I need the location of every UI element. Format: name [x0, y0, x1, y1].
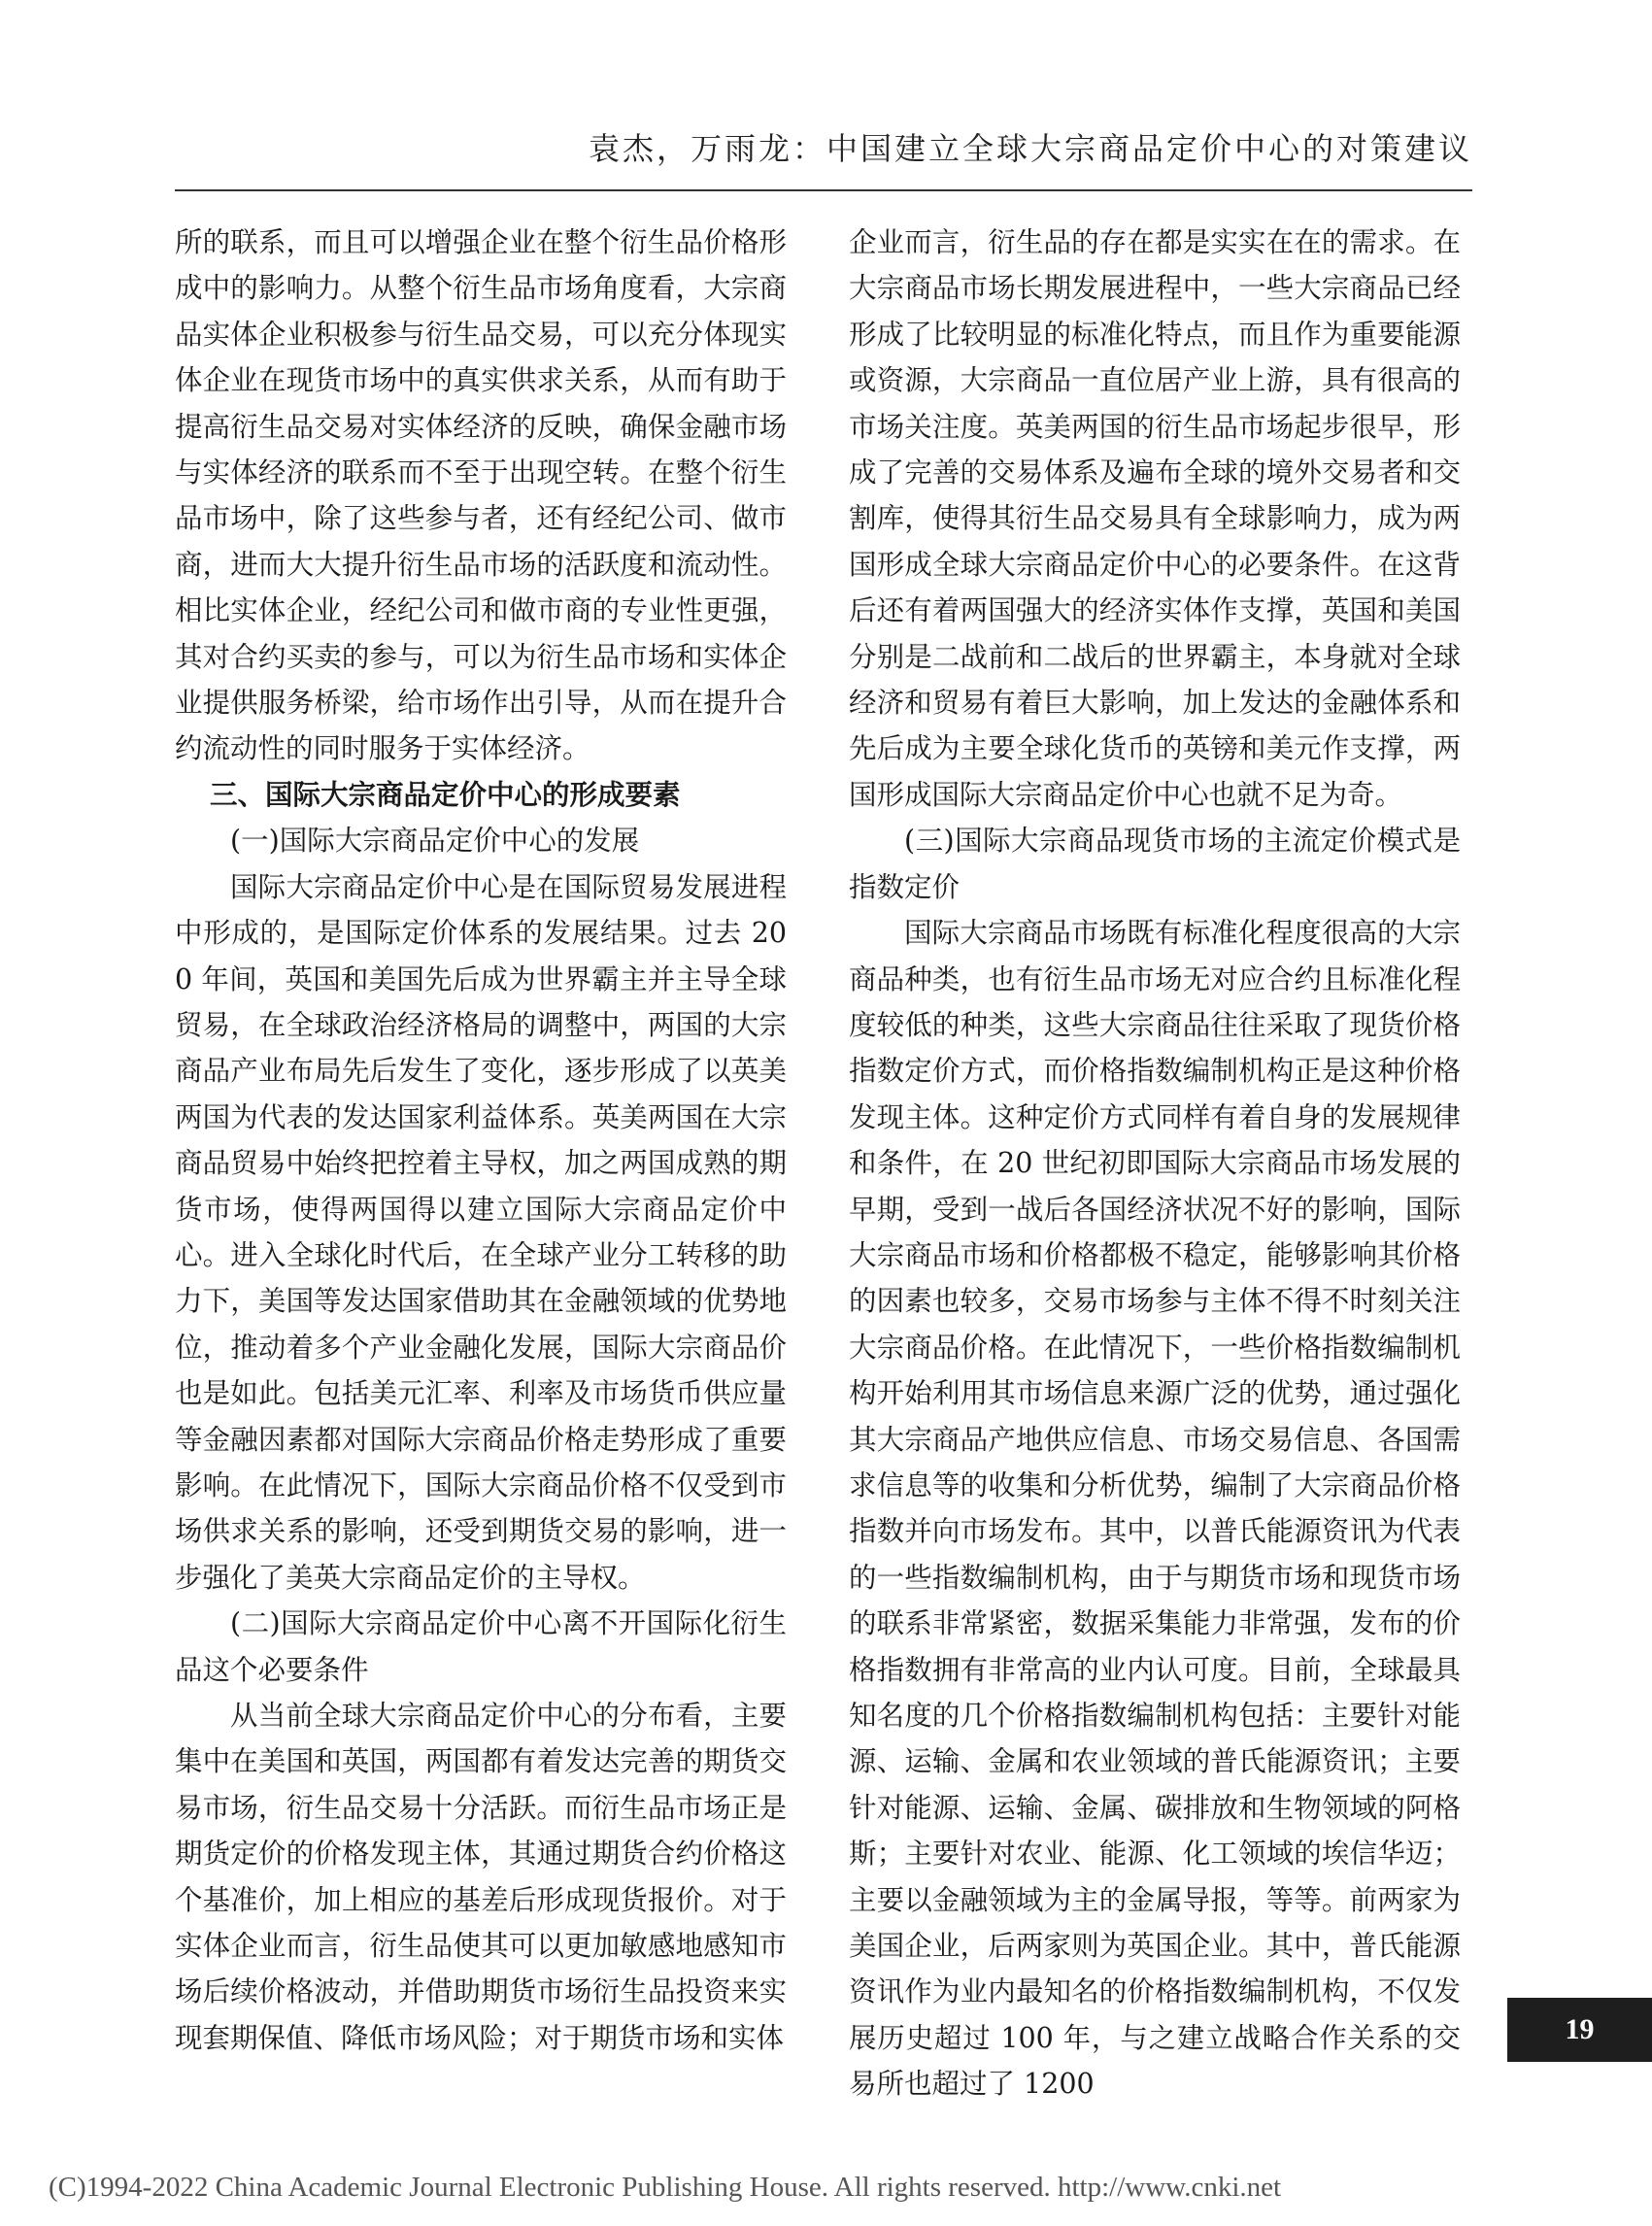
- paragraph: 企业而言，衍生品的存在都是实实在在的需求。在大宗商品市场长期发展进程中，一些大宗商品已经形成了比较明显的标准化特点，而且作为重要能源或资源，大宗商品一直位居产业上游，具有很高的市场关注度。英美两国的衍生品市场起步很早，形成了完善的交易体系及遍布全球的境外交易者和交割库，使得其衍生品交易具有全球影响力，成为两国形成全球大宗商品定价中心的必要条件。在这背后还有着两国强大的经济实体作支撑，英国和美国分别是二战前和二战后的世界霸主，本身就对全球经济和贸易有着巨大影响，加上发达的金融体系和先后成为主要全球化货币的英镑和美元作支撑，两国形成国际大宗商品定价中心也就不足为奇。: [849, 226, 1461, 811]
- paragraph: 从当前全球大宗商品定价中心的分布看，主要集中在美国和英国，两国都有着发达完善的期货交易市场，衍生品交易十分活跃。而衍生品市场正是期货定价的价格发现主体，其通过期货合约价格这个基准价，加上相应的基差后形成现货报价。对于实体企业而言，衍生品使其可以更加敏感地感知市场后续价格波动，并借助期货市场衍生品投资来实现套期保值、降低市场风险；对于期货市场和实体: [175, 1700, 787, 2054]
- paragraph: 国际大宗商品市场既有标准化程度很高的大宗商品种类，也有衍生品市场无对应合约且标准化程度较低的种类，这些大宗商品往往采取了现货价格指数定价方式，而价格指数编制机构正是这种价格发现主体。这种定价方式同样有着自身的发展规律和条件，在 20 世纪初即国际大宗商品市场发展的早期，受到一战后各国经济状况不好的影响，国际大宗商品市场和价格都极不稳定，能够影响其价格的因素也较多，交易市场参与主体不得不时刻关注大宗商品价格。在此情况下，一些价格指数编制机构开始利用其市场信息来源广泛的优势，通过强化其大宗商品产地供应信息、市场交易信息、各国需求信息等的收集和分析优势，编制了大宗商品价格指数并向市场发布。其中，以普氏能源资讯为代表的一些指数编制机构，由于与期货市场和现货市场的联系非常紧密，数据采集能力非常强，发布的价格指数拥有非常高的业内认可度。目前，全球最具知名度的几个价格指数编制机构包括：主要针对能源、运输、金属和农业领域的普氏能源资讯；主要针对能源、运输、金属、碳排放和生物领域的阿格斯；主要针对农业、能源、化工领域的埃信华迈；主要以金融领域为主的金属导报，等等。前两家为美国企业，后两家则为英国企业。其中，普氏能源资讯作为业内最知名的价格指数编制机构，不仅发展历史超过 100 年，与之建立战略合作关系的交易所也超过了 1200: [849, 917, 1461, 2101]
- paragraph: 国际大宗商品定价中心是在国际贸易发展进程中形成的，是国际定价体系的发展结果。过去 200 年间，英国和美国先后成为世界霸主并主导全球贸易，在全球政治经济格局的调整中，两国的大宗商品产业布局先后发生了变化，逐步形成了以英美两国为代表的发达国家利益体系。英美两国在大宗商品贸易中始终把控着主导权，加之两国成熟的期货市场，使得两国得以建立国际大宗商品定价中心。进入全球化时代后，在全球产业分工转移的助力下，美国等发达国家借助其在金融领域的优势地位，推动着多个产业金融化发展，国际大宗商品价也是如此。包括美元汇率、利率及市场货币供应量等金融因素都对国际大宗商品价格走势形成了重要影响。在此情况下，国际大宗商品价格不仅受到市场供求关系的影响，还受到期货交易的影响，进一步强化了美英大宗商品定价的主导权。: [175, 870, 787, 1594]
- page-number: 19: [1507, 1998, 1652, 2062]
- subsection-heading: (一)国际大宗商品定价中心的发展: [230, 825, 640, 858]
- subsection-heading: (二)国际大宗商品定价中心离不开国际化衍生品这个必要条件: [175, 1607, 787, 1686]
- section-heading: 三、国际大宗商品定价中心的形成要素: [210, 778, 681, 811]
- running-header: 袁杰，万雨龙：中国建立全球大宗商品定价中心的对策建议: [588, 130, 1472, 167]
- right-column: [849, 219, 1461, 2108]
- copyright-footer: (C)1994-2022 China Academic Journal Electronic Publishing House. All rights reserved. http://www.cnki.net: [49, 2172, 1282, 2203]
- subsection-heading: (三)国际大宗商品现货市场的主流定价模式是指数定价: [849, 825, 1461, 903]
- left-column: [175, 219, 787, 2061]
- paragraph: 所的联系，而且可以增强企业在整个衍生品价格形成中的影响力。从整个衍生品市场角度看，大宗商品实体企业积极参与衍生品交易，可以充分体现实体企业在现货市场中的真实供求关系，从而有助于提高衍生品交易对实体经济的反映，确保金融市场与实体经济的联系而不至于出现空转。在整个衍生品市场中，除了这些参与者，还有经纪公司、做市商，进而大大提升衍生品市场的活跃度和流动性。相比实体企业，经纪公司和做市商的专业性更强，其对合约买卖的参与，可以为衍生品市场和实体企业提供服务桥梁，给市场作出引导，从而在提升合约流动性的同时服务于实体经济。: [175, 226, 787, 765]
- header-rule: [175, 189, 1472, 191]
